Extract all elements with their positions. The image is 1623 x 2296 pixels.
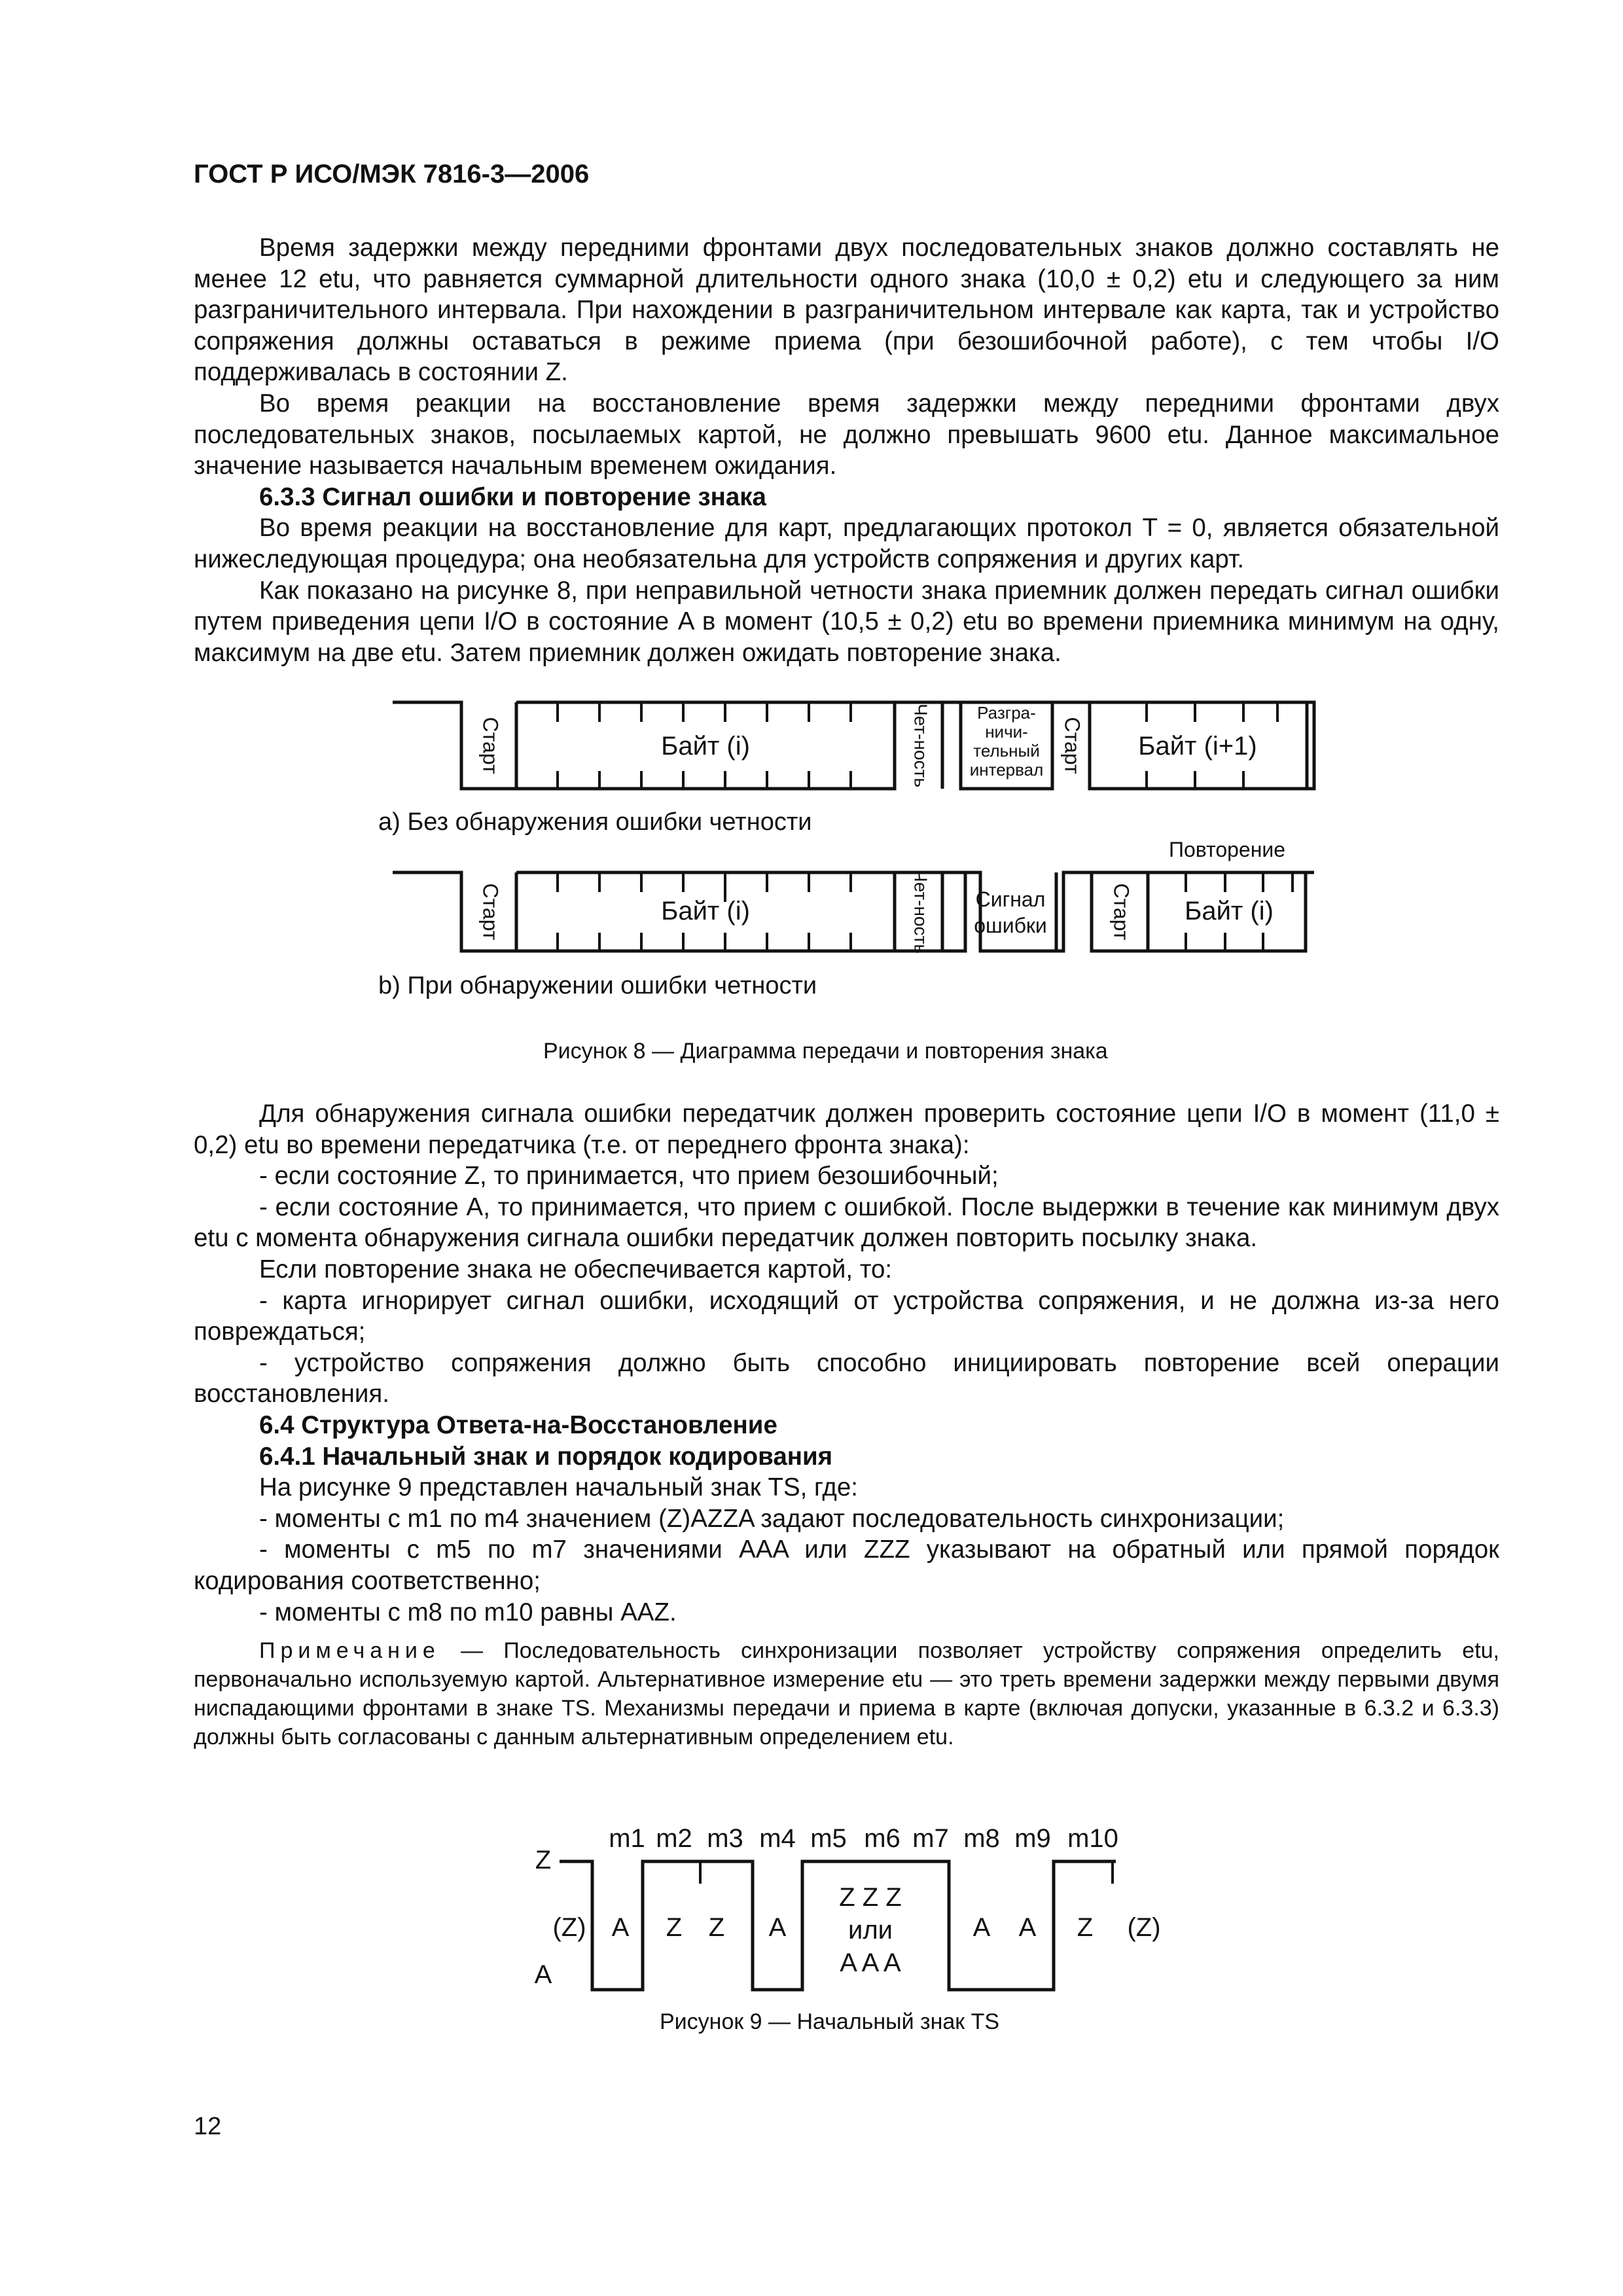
error-signal-label: Сигнал <box>975 888 1046 911</box>
paragraph: Для обнаружения сигнала ошибки передатчик должен проверить состояние цепи I/O в момент (11,0 ± 0,2) etu во времени передатчика (т.е. от переднего фронта знака): <box>194 1100 1499 1159</box>
parity-label-a: Чет-ность <box>910 704 931 787</box>
start-label-a: Старт <box>478 717 503 774</box>
repeat-label: Повторение <box>1168 838 1286 861</box>
middle-state-line: A A A <box>840 1948 901 1977</box>
start-label-b2: Старт <box>1109 883 1133 941</box>
start-label-a2: Старт <box>1060 717 1084 774</box>
level-z-label: Z <box>535 1846 552 1874</box>
start-label-b: Старт <box>478 883 503 941</box>
moment-label: m8 <box>963 1824 1000 1853</box>
moment-label: m10 <box>1067 1824 1118 1853</box>
paragraph: Если повторение знака не обеспечивается картой, то: <box>259 1255 893 1283</box>
list-item: - устройство сопряжения должно быть способно инициировать повторение всей операции восстановления. <box>194 1348 1499 1408</box>
note-lead: Примечание <box>259 1638 440 1663</box>
moment-label: m5 <box>810 1824 847 1853</box>
moment-label: m1 <box>609 1824 645 1853</box>
paragraph: На рисунке 9 представлен начальный знак TS, где: <box>259 1473 858 1502</box>
moment-label: m3 <box>707 1824 743 1853</box>
state-label: Z <box>708 1913 725 1942</box>
list-item: - моменты с m8 по m10 равны AAZ. <box>259 1598 677 1626</box>
page-number: 12 <box>194 2113 222 2140</box>
figure-8a-label: a) Без обнаружения ошибки четности <box>378 808 812 836</box>
middle-state-line: или <box>847 1916 893 1945</box>
document-header: ГОСТ Р ИСО/МЭК 7816-3—2006 <box>194 160 590 188</box>
state-label: Z <box>1077 1913 1094 1942</box>
paragraph: Во время реакции на восстановление для карт, предлагающих протокол T = 0, является обязательной нижеследующая процедура; она необязательна для устройств сопряжения и других карт. <box>194 514 1499 573</box>
state-label: (Z) <box>552 1913 586 1942</box>
list-item: - моменты с m5 по m7 значениями AAA или ZZZ указывают на обратный или прямой порядок кодирования соответственно; <box>194 1535 1499 1595</box>
byte-i-label-b: Байт (i) <box>661 897 750 925</box>
list-item: - если состояние Z, то принимается, что прием безошибочный; <box>259 1162 999 1191</box>
section-heading-6-4: 6.4 Структура Ответа-на-Восстановление <box>259 1410 777 1439</box>
section-heading-6-3-3: 6.3.3 Сигнал ошибки и повторение знака <box>259 482 766 511</box>
state-label: (Z) <box>1127 1913 1161 1942</box>
state-label: A <box>611 1913 630 1942</box>
moment-label: m6 <box>864 1824 901 1853</box>
list-item: - если состояние A, то принимается, что прием с ошибкой. После выдержки в течение как минимум двух etu с момента обнаружения сигнала ошибки передатчик должен повторить посылку знака. <box>194 1193 1499 1253</box>
list-item: - моменты с m1 по m4 значением (Z)AZZA задают последовательность синхронизации; <box>259 1504 1285 1533</box>
level-a-label: A <box>534 1960 552 1989</box>
guard-label-line: интервал <box>969 760 1044 780</box>
paragraph: Во время реакции на восстановление время задержки между передними фронтами двух последовательных знаков, посылаемых картой, не должно превышать 9600 etu. Данное максимальное значение называется начальным временем ожидания. <box>194 389 1499 480</box>
state-label: A <box>972 1913 991 1942</box>
figure-8-caption: Рисунок 8 — Диаграмма передачи и повторения знака <box>543 1039 1108 1064</box>
parity-label-b: Чет-ность <box>910 870 931 954</box>
state-label: A <box>768 1913 787 1942</box>
guard-label-line: ничи- <box>985 722 1028 742</box>
guard-label-line: тельный <box>973 741 1040 761</box>
figure-9-caption: Рисунок 9 — Начальный знак TS <box>660 2009 1000 2034</box>
guard-label-line: Разгра- <box>977 703 1036 723</box>
byte-i-repeat-label: Байт (i) <box>1185 897 1274 925</box>
moment-label: m2 <box>656 1824 692 1853</box>
paragraph: Время задержки между передними фронтами двух последовательных знаков должно составлять не менее 12 etu, что равняется суммарной длительности одного знака (10,0 ± 0,2) etu и следующего за ним разграничительного интервала. При нахождении в разграничительном интервале как карта, так и устройство сопряжения должны оставаться в режиме приема (при безошибочной работе), с тем чтобы I/O поддерживалась в состоянии Z. <box>194 234 1499 387</box>
figure-8b-label: b) При обнаружении ошибки четности <box>378 972 817 999</box>
error-signal-label: ошибки <box>974 914 1047 937</box>
moment-label: m7 <box>912 1824 949 1853</box>
byte-i-label-a: Байт (i) <box>661 732 750 761</box>
list-item: - карта игнорирует сигнал ошибки, исходящий от устройства сопряжения, и не должна из-за него повреждаться; <box>194 1286 1499 1346</box>
middle-state-line: Z Z Z <box>839 1883 902 1912</box>
moment-label: m4 <box>759 1824 796 1853</box>
state-label: A <box>1018 1913 1037 1942</box>
moment-label: m9 <box>1014 1824 1051 1853</box>
section-heading-6-4-1: 6.4.1 Начальный знак и порядок кодирования <box>259 1442 833 1471</box>
state-label: Z <box>666 1913 683 1942</box>
byte-i1-label: Байт (i+1) <box>1138 732 1257 761</box>
note-text: — Последовательность синхронизации позволяет устройству сопряжения определить etu, первоначально используемую картой. Альтернативное измерение etu — это треть времени задержки между первыми двумя ниспадающими фронтами в знаке TS. Механизмы передачи и приема в карте (включая допуски, указанные в 6.3.2 и 6.3.3) должны быть согласованы с данным альтернативным определением etu. <box>194 1638 1499 1749</box>
paragraph: Как показано на рисунке 8, при неправильной четности знака приемник должен передать сигнал ошибки путем приведения цепи I/O в состояние A в момент (10,5 ± 0,2) etu во времени приемника минимум на одну, максимум на две etu. Затем приемник должен ожидать повторение знака. <box>194 576 1499 667</box>
